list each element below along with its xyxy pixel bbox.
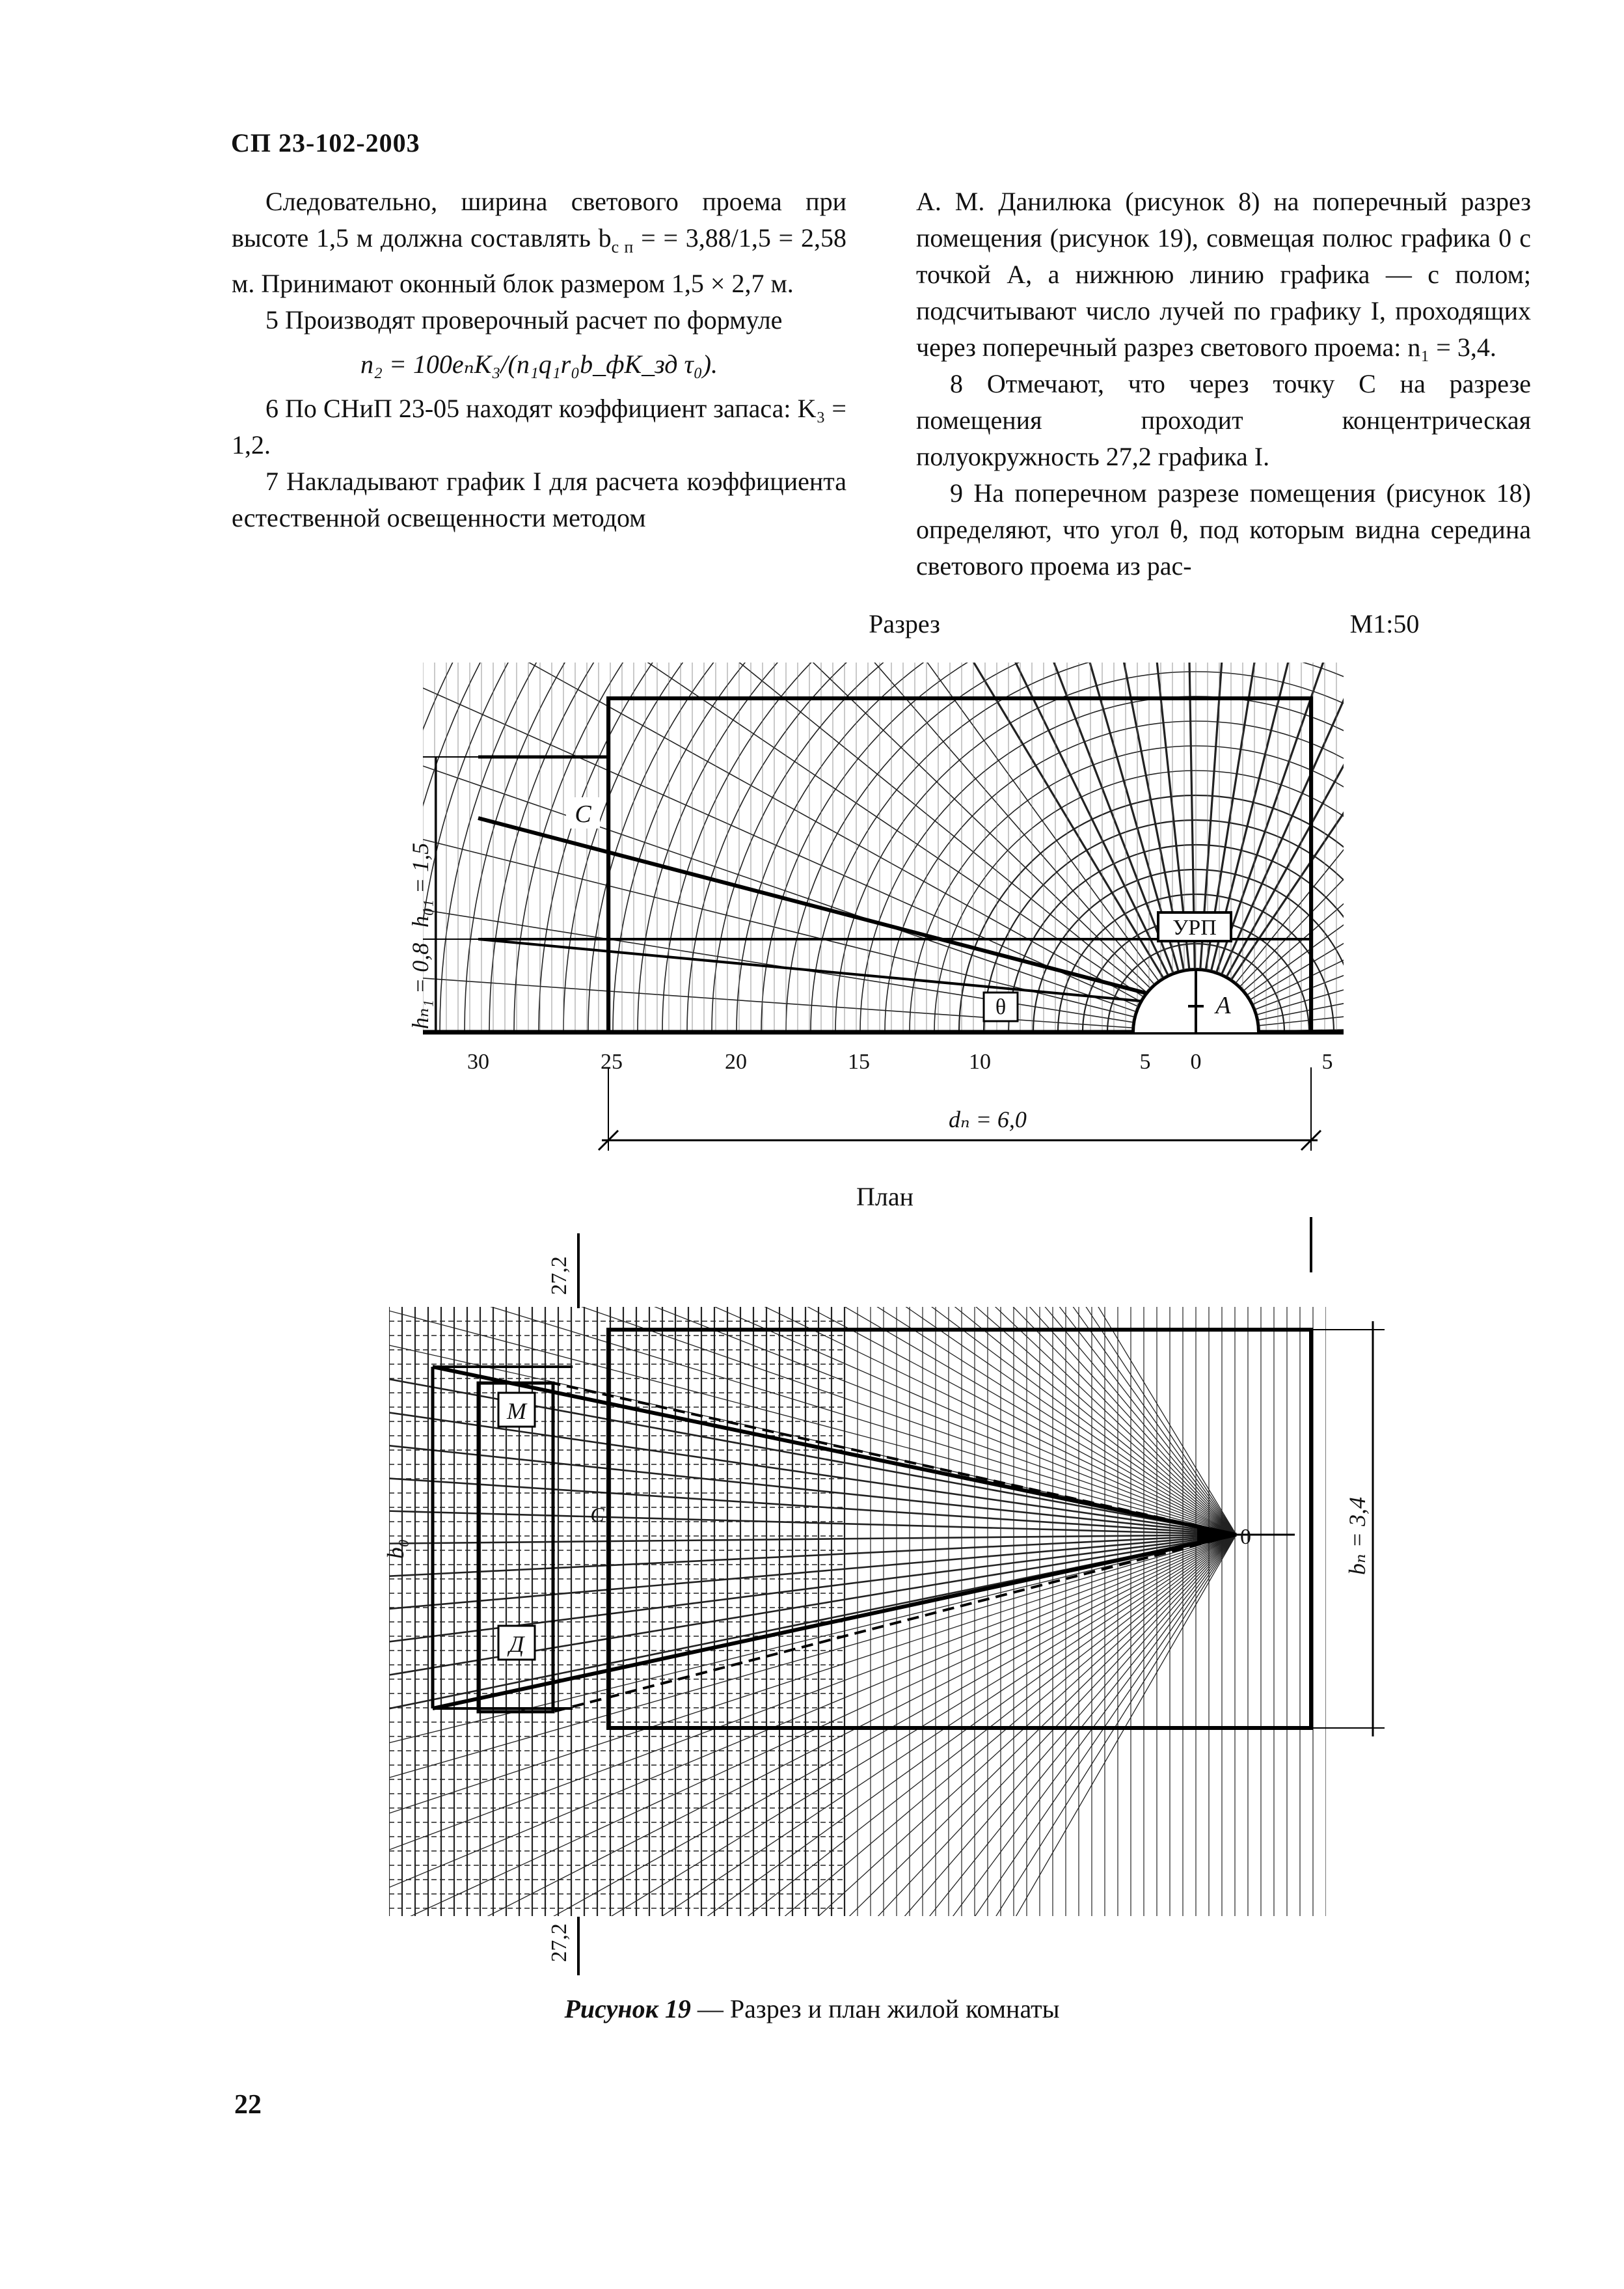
section-point-c: C bbox=[575, 801, 591, 828]
h01-label: h₀₁ = 1,5 bbox=[407, 842, 433, 928]
axis-tick-label: 30 bbox=[467, 1050, 489, 1074]
plan-top-value: 27,2 bbox=[547, 1256, 571, 1295]
bp-label: bₙ = 3,4 bbox=[1344, 1497, 1370, 1575]
paragraph-graph-overlay: 7 Накладывают график I для расчета коэффициента естественной освещенности методом bbox=[232, 467, 846, 532]
plan-pole-label: 0 bbox=[1240, 1525, 1251, 1549]
paragraph-danilyuk: А. М. Данилюка (рисунок 8) на поперечный разрез помещения (рисунок 19), совмещая полюс графика 0 с точкой A, а нижнюю линию графика — с полом; подсчитывают число лучей по графику I, проходящих через поперечный разрез светового проема: n₁ = 3,4. bbox=[916, 187, 1531, 362]
plan-bottom-value: 27,2 bbox=[547, 1923, 571, 1962]
section-title: Разрез bbox=[869, 609, 940, 638]
hp1-label: hₙ₁ = 0,8 bbox=[407, 942, 433, 1030]
axis-tick-label: 0 bbox=[1190, 1050, 1202, 1074]
section-point-a: A bbox=[1215, 992, 1231, 1019]
axis-tick-label: 15 bbox=[848, 1050, 870, 1074]
axis-tick-label: 5 bbox=[1139, 1050, 1151, 1074]
theta-label: θ bbox=[995, 995, 1007, 1019]
scale-label: M1:50 bbox=[1349, 609, 1420, 638]
axis-tick-label: 5 bbox=[1321, 1050, 1333, 1074]
plan-title: План bbox=[856, 1182, 914, 1211]
axis-tick-label: 25 bbox=[601, 1050, 623, 1074]
section-drawing bbox=[223, 56, 1624, 1151]
paragraph-angle-theta: 9 На поперечном разрезе помещения (рисунок 18) определяют, что угол θ, под которым видна середина светового проема из рас- bbox=[916, 478, 1531, 581]
axis-tick-label: 20 bbox=[725, 1050, 747, 1074]
paragraph-point-c: 8 Отмечают, что через точку C на разрезе помещения проходит концентрическая полуокружность 27,2 графика I. bbox=[916, 369, 1531, 471]
section-axis bbox=[467, 1050, 1333, 1074]
paragraph-check-calc: 5 Производят проверочный расчет по формуле bbox=[265, 305, 783, 335]
document-header: СП 23-102-2003 bbox=[231, 128, 420, 158]
plan-point-m: M bbox=[507, 1398, 526, 1424]
formula-n2: n₂ = 100eₙK₃/(n₁q₁r₀b_фK_зд τ₀). bbox=[360, 350, 718, 379]
paragraph-width: Следовательно, ширина светового проема при высоте 1,5 м должна составлять $b_{с п}$ = = 3,88/1,5 = 2,58 м. Принимают оконный блок размером 1,5 × 2,7 м. bbox=[232, 187, 846, 298]
page-number: 22 bbox=[234, 2090, 262, 2120]
bo-label: b₀ bbox=[383, 1539, 409, 1559]
plan-point-c: C bbox=[590, 1503, 604, 1526]
urp-label: УРП bbox=[1172, 916, 1217, 940]
axis-tick-label: 10 bbox=[969, 1050, 991, 1074]
paragraph-safety-factor: 6 По СНиП 23-05 находят коэффициент запаса: K₃ = 1,2. bbox=[232, 394, 846, 459]
dp-label: dₙ = 6,0 bbox=[949, 1106, 1027, 1132]
figure-caption: Рисунок 19 — Разрез и план жилой комнаты bbox=[564, 1994, 1060, 2023]
plan-point-d: Д bbox=[509, 1631, 524, 1657]
